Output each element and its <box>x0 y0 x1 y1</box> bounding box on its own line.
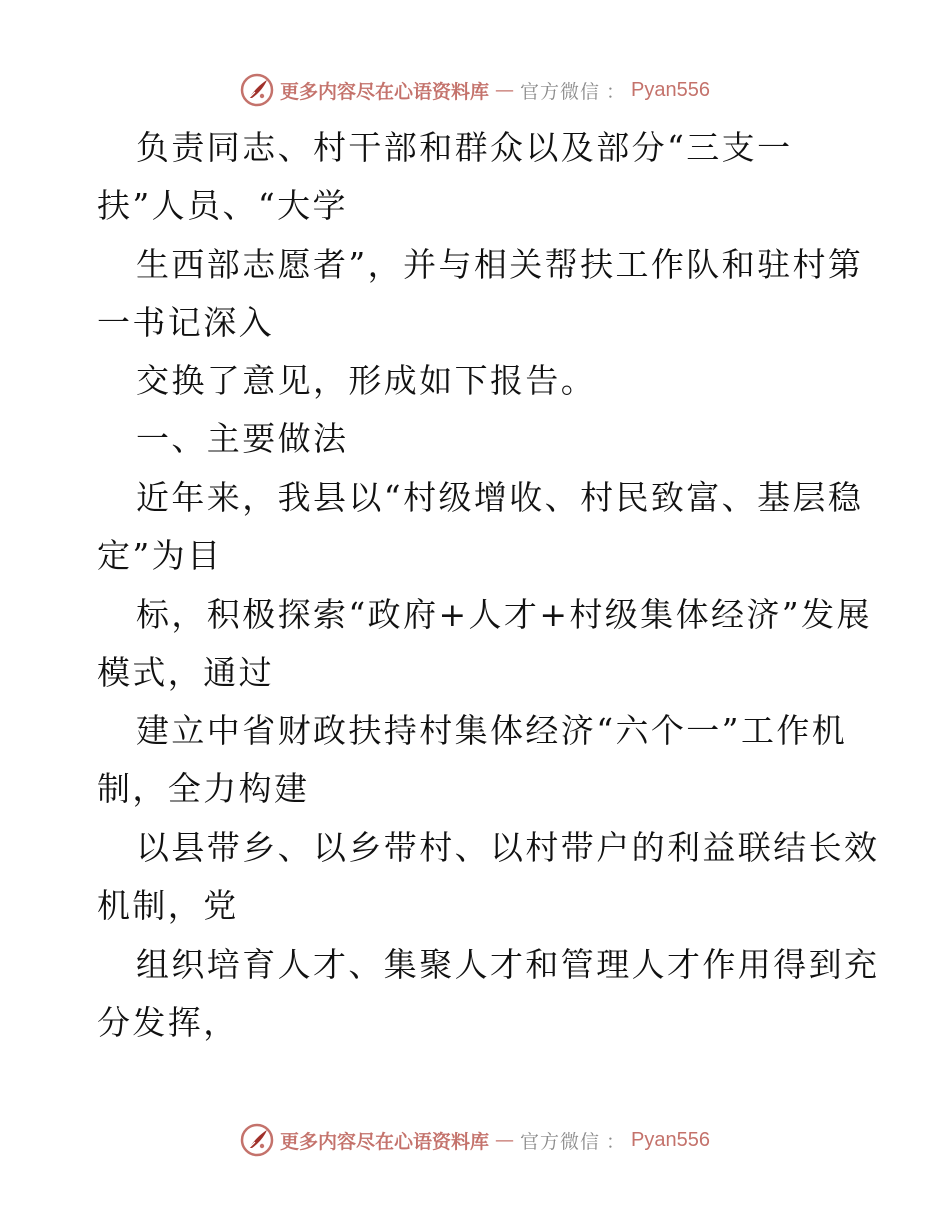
text-line: 制，全力构建 <box>97 769 310 808</box>
text-line: 交换了意见，形成如下报告。 <box>136 361 597 400</box>
text-line: 建立中省财政扶持村集体经济“六个一”工作机 <box>136 711 848 750</box>
text-line: 生西部志愿者”，并与相关帮扶工作队和驻村第 <box>136 245 864 284</box>
footer-watermark <box>0 1120 950 1160</box>
watermark-brand: 更多内容尽在心语资料库 <box>279 1130 489 1153</box>
watermark-official-label: 官方微信 <box>520 80 601 103</box>
watermark-wechat-id: Pyan556 <box>631 78 710 101</box>
watermark-official-label: 官方微信 <box>520 1130 601 1153</box>
text-line: 近年来，我县以“村级增收、村民致富、基层稳 <box>136 478 864 517</box>
text-line: 组织培育人才、集聚人才和管理人才作用得到充 <box>136 945 880 984</box>
text-line: 标，积极探索“政府+人才+村级集体经济”发展 <box>136 595 872 634</box>
watermark-dash: — <box>495 79 514 101</box>
text-line: 负责同志、村干部和群众以及部分“三支一 <box>136 128 793 167</box>
text-line: 机制，党 <box>97 886 239 925</box>
text-line: 一书记深入 <box>97 303 274 342</box>
text-line: 定”为目 <box>97 536 223 575</box>
feather-pen-icon <box>240 1123 274 1157</box>
watermark-wechat-id: Pyan556 <box>631 1128 710 1151</box>
text-line: 分发挥， <box>97 1003 239 1042</box>
header-watermark <box>0 70 950 110</box>
feather-pen-icon <box>240 73 274 107</box>
section-heading: 一、主要做法 <box>136 419 349 458</box>
text-line: 模式，通过 <box>97 653 274 692</box>
watermark-separator: ： <box>606 1130 626 1153</box>
watermark-separator: ： <box>606 80 626 103</box>
text-line: 以县带乡、以乡带村、以村带户的利益联结长效 <box>136 828 880 867</box>
watermark-brand: 更多内容尽在心语资料库 <box>279 80 489 103</box>
watermark-dash: — <box>495 1129 514 1151</box>
text-line: 扶”人员、“大学 <box>97 186 348 225</box>
